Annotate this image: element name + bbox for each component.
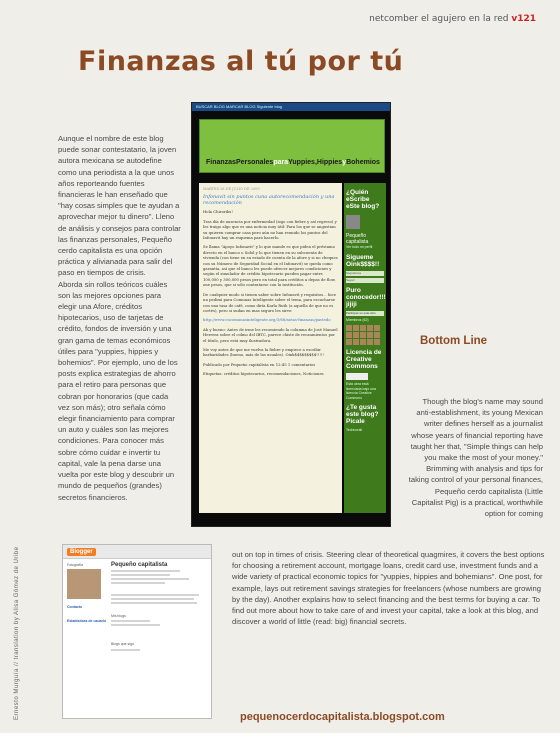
post-tags: Etiquetas: créditos hipotecarios, recomendaciones, Noticiones — [203, 371, 324, 377]
post-paragraph: Se llama "Apoyo Infonavit" y lo que mande es que piden el préstamo directo en el banco o Sofol y lo que tienen en su subcuenta de vivienda (con tiene en su estado de cuenta de la afore y si no cheques con su Número de Seguridad Social en el Infonavit) se queda como garantía, así que el banco les puede ofrecer mejores condiciones y según el simulador de crédito hipotecario pueden pagar entre 100,000 y 300,000 pesos pero en total para créditos a depas de flow, one pesos, que si sólo contratarse con la institución. — [203, 244, 338, 288]
cc-badge — [346, 373, 368, 380]
article-title: Finanzas al tú por tú — [78, 46, 404, 77]
profile-link: Ver todo mi perfil — [346, 245, 373, 249]
follow-box: Seguir — [346, 278, 384, 283]
profile-blog-title: Pequeño capitalista — [111, 562, 168, 568]
cc-text: Esta obra está licenciada bajo una licencia Creative Commons — [346, 382, 376, 400]
contact-label: Contacto — [67, 605, 83, 609]
spanish-paragraph: Aborda sin rollos teóricos cuáles son las mejores opciones para elegir una Afore, créditos hipotecarios, uso de tarjetas de crédito, fondos de inversión y una gran gama de temas económicos útiles para "yuppies, hippies y bohemios". Por ejemplo, uno de los posts explica estrategias de ahorro para el retiro para personas que cobran por honorarios (que cada vez son más); otro señala cómo elegir financiamiento para comprar un auto y cuáles son las mejores condiciones. Para conocer más sobre cómo cuidar e invertir tu capital, vale la pena darse una vuelta por este blog y descubrir un mundo de pequeños (grandes) secretos financieros. — [58, 279, 178, 502]
post-paragraph: De cualquier modo si tienen saber sobre Infonavit y requisitos... hice un pedimi para Comunas Inteligente sobre el tema, para escucharse con una tasa de café, como diría Karla Ruth (a aquella de que no es cortés), pero si sudan en mas seguro les sirve: — [203, 291, 336, 313]
section-name: netcomber — [369, 14, 419, 24]
english-body-bottom: out on top in times of crisis. Steering clear of theoretical quagmires, it covers the best options for choosing a retirement account, mortgage loans, credit card use, investment funds and a wide variety of practical economic topics for "yuppies, hippies and bohemians". One post, for example, lays out retirement savings strategies for freelancers (whose numbers are growing by the day). Another explains how to select financing and the best terms for buying a car. To find out more about how to take care of and invest your capital, take a look at this blog, and discover a world of little (read: big) financial secrets. — [232, 550, 545, 627]
blogger-navbar: BUSCAR BLOG MARCAR BLOG Siguiente blog — [192, 103, 390, 111]
english-body-right: Though the blog's name may sound anti-establishment, its young Mexican writer defines herself as a journalist whose years of financial reporting have taught her that, "Simple things can help you make the most of your money." Brimming with analysis and tips for taking control of your personal finances, Pequeño cerdo capitalista (Little Capitalist Pig) is a practical, worthwhile option for coming — [408, 397, 543, 519]
technorati-badge: Technorati — [346, 428, 363, 432]
stats-label: Estadísticas de usuario — [67, 619, 107, 623]
member-thumbnails — [346, 325, 384, 345]
post-title: Infonavit sin puntos cuna autorecomendación y una recomendación — [203, 194, 335, 207]
blogger-bar — [63, 545, 211, 559]
blogs-followed-label: Blogs que sigo — [111, 642, 134, 647]
photo-label: Fotografía — [67, 563, 83, 567]
profile-photo — [67, 569, 101, 599]
blog-sidebar — [344, 183, 386, 513]
spanish-body — [58, 133, 181, 503]
profile-main-column — [111, 563, 209, 653]
blog-post — [199, 183, 342, 513]
byline: Ernesto Murguía // translation by Alisa Gómez de Uribe — [14, 546, 20, 720]
blog-banner-title: FinanzasPersonalesparaYuppies,HippiesyBohemios — [206, 159, 380, 166]
section-header — [369, 14, 536, 24]
post-paragraph: Me voy antes de que me vuelva la fiebre y empiece a escribir barbaridades (bueno, más de las usuales). Oink$$$$$$$$$!!!!! — [203, 346, 324, 358]
blog-banner — [199, 119, 385, 173]
sidebar-heading: Licencia de Creative Commons — [346, 349, 382, 370]
post-link: http://www.cncomunasinteligente.org/3/66/notas-finanzas/pastedo — [203, 317, 331, 323]
blog-screenshot-main — [191, 102, 391, 527]
post-paragraph: Ah y bueno: Antes de irme les recomiendo la columna de José Manuel Herrera sobre el colmo del IBTC, parece chiste de recaumientos por el título, pero está muy ilustradora. — [203, 326, 338, 343]
post-footer: Publicado por Pequeño capitalista en 12:45 1 comentarios — [203, 361, 316, 367]
section-subtitle: el agujero en la red — [421, 14, 509, 24]
sidebar-heading: ¿Te gusta este blog? Picale — [346, 404, 379, 425]
blogger-logo: Blogger — [67, 548, 96, 556]
post-greeting: Hola Chiroribs! — [203, 209, 233, 215]
follow-box: Seguidores — [346, 271, 384, 276]
bottom-line-heading: Bottom Line — [420, 335, 488, 347]
profile-left-column — [67, 563, 107, 713]
author-name: Pequeño capitalista — [346, 233, 369, 245]
sidebar-heading: Puro conocedor!!! jijiji — [346, 286, 386, 308]
spanish-paragraph: Aunque el nombre de este blog puede sonar contestatario, la joven autora mexicana se autodefine como una periodista a la que unos años reporteando fuentes financieras le han enseñado que "hay cosas simples que te ayudan a aprovechar mejor tu dinero". Lleno de análisis y consejos para controlar las finanzas personales, Pequeño cerdo capitalista es una opción práctica y alivianada para salir del paso en tiempos de crisis. — [58, 134, 181, 278]
my-blogs-label: Mis blogs — [111, 613, 126, 618]
author-avatar — [346, 215, 360, 229]
post-date: MARTES 28 DE JULIO DE 2009 — [203, 187, 260, 191]
post-paragraph: Tras día de ausencia por enfermedad (sigo con fiebre y así regreso) y les traigo algo que es una noticia muy útil: Para los que se angustian su quieren comprar casa pero aún no han reunido los puntos del Infonavit hay un esquema para hacerlo. — [203, 218, 337, 241]
sidebar-heading: Sigueme Oink$$$$!! — [346, 253, 380, 268]
blog-screenshot-profile — [62, 544, 212, 719]
members-count: Miembros (62) — [346, 317, 369, 322]
page-number: v121 — [511, 14, 536, 24]
sidebar-heading: ¿Quién eScribe eSte blog? — [346, 189, 380, 210]
participate-bar: Participar en este sitio — [346, 311, 384, 316]
blog-url: pequenocerdocapitalista.blogspot.com — [240, 711, 445, 723]
